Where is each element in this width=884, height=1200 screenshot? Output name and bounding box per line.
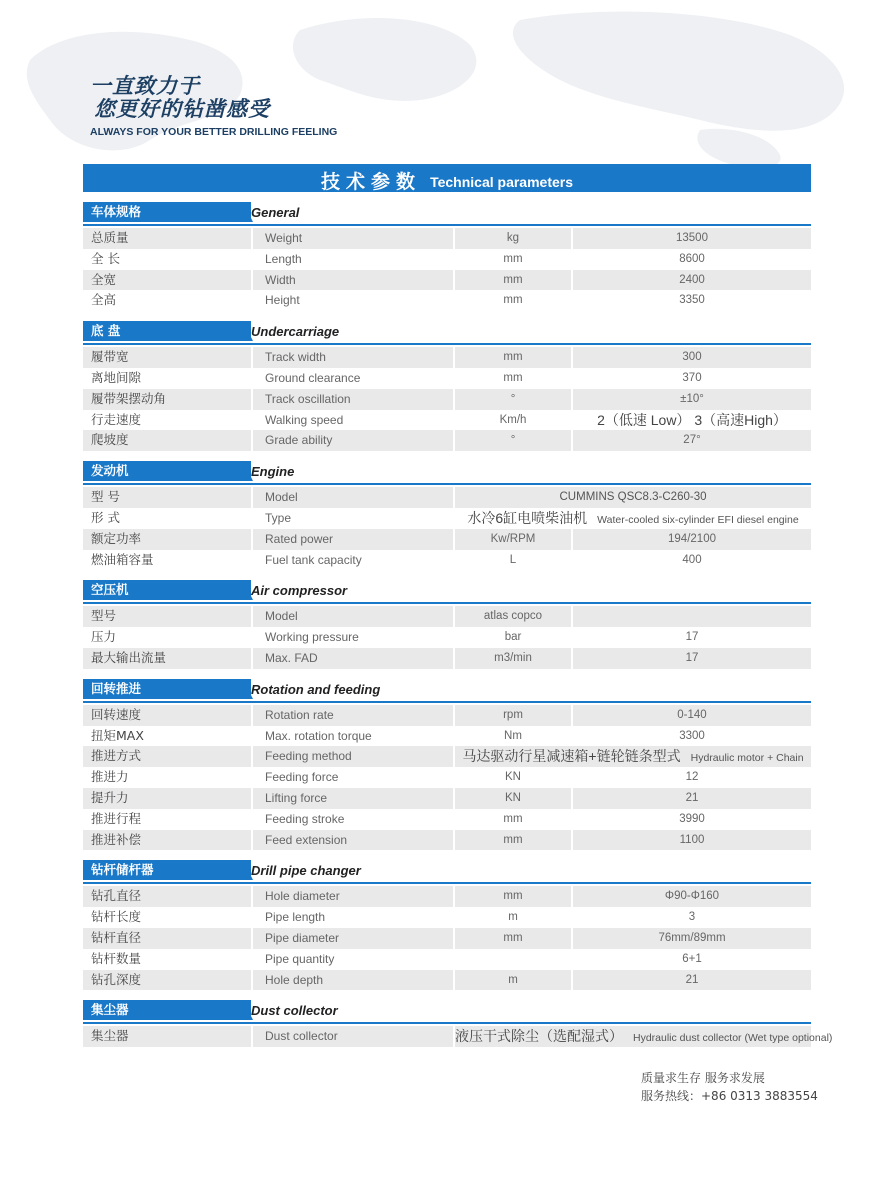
param-name-en: Rated power: [253, 529, 453, 550]
table-row: [83, 746, 811, 767]
param-name-cn: 额定功率: [83, 529, 251, 550]
param-name-en: Rotation rate: [253, 705, 453, 726]
param-value-cn: 液压干式除尘（选配湿式）: [455, 1028, 623, 1045]
param-unit: bar: [455, 627, 571, 648]
slogan: [90, 76, 337, 138]
section-title-en: General: [251, 205, 300, 220]
param-name-en: Model: [253, 487, 453, 508]
table-row: [83, 886, 811, 907]
section-title-cn: 车体规格: [83, 202, 251, 222]
param-name-en: Track oscillation: [253, 389, 453, 410]
table-row: [83, 249, 811, 270]
param-name-en: Width: [253, 270, 453, 291]
section-title-cn: 钻杆储杆器: [83, 860, 251, 880]
param-unit: °: [455, 430, 571, 451]
section-title-en: Engine: [251, 464, 295, 480]
param-name-en: Feeding stroke: [253, 809, 453, 830]
section-title-en: Air compressor: [251, 583, 348, 599]
param-name-en: Track width: [253, 347, 453, 368]
param-unit: rpm: [455, 705, 571, 726]
param-name-cn: 钻孔直径: [83, 886, 251, 907]
table-row: [83, 487, 811, 508]
spec-section: [83, 998, 833, 1047]
param-name-cn: 钻杆长度: [83, 907, 251, 928]
footer: [641, 1069, 818, 1105]
param-unit: m: [455, 907, 571, 928]
param-unit: mm: [455, 347, 571, 368]
param-name-en: Type: [253, 508, 453, 529]
table-row: [83, 529, 811, 550]
param-value: 1100: [573, 830, 811, 851]
param-unit: mm: [455, 368, 571, 389]
section-title-en: Rotation and feeding: [251, 681, 381, 697]
param-name-cn: 总质量: [83, 228, 251, 249]
param-name-en: Model: [253, 606, 453, 627]
param-unit: mm: [455, 290, 571, 311]
param-name-cn: 型 号: [83, 487, 251, 508]
param-name-en: Pipe length: [253, 907, 453, 928]
param-unit: m: [455, 970, 571, 991]
param-name-cn: 型号: [83, 606, 251, 627]
param-value-en: Hydraulic dust collector (Wet type optional): [633, 1032, 833, 1045]
table-row: [83, 809, 811, 830]
param-name-en: Feed extension: [253, 830, 453, 851]
section-title-en: Undercarriage: [251, 324, 340, 340]
title-en: Technical parameters: [430, 174, 574, 190]
spec-table: [83, 200, 833, 1055]
param-name-cn: 行走速度: [83, 410, 251, 431]
param-name-cn: 推进方式: [83, 746, 251, 767]
section-title-cn: 底 盘: [83, 321, 251, 341]
param-unit: Km/h: [455, 410, 571, 431]
section-rows: [83, 347, 811, 451]
section-title-cn: 发动机: [83, 461, 251, 481]
param-value-cn: 水冷6缸电喷柴油机: [467, 509, 588, 526]
table-row: [83, 1026, 833, 1047]
param-value: 3350: [573, 290, 811, 311]
param-value: 17: [573, 627, 811, 648]
param-name-cn: 离地间隙: [83, 368, 251, 389]
param-value: 300: [573, 347, 811, 368]
param-name-en: Walking speed: [253, 410, 453, 431]
section-rows: [83, 228, 811, 311]
param-unit: m3/min: [455, 648, 571, 669]
table-row: [83, 290, 811, 311]
param-unit: mm: [455, 928, 571, 949]
footer-hotline: 服务热线：+86 0313 3883554: [641, 1089, 818, 1103]
section-header: [83, 998, 811, 1024]
param-unit: mm: [455, 830, 571, 851]
param-name-cn: 集尘器: [83, 1026, 251, 1047]
param-name-en: Max. FAD: [253, 648, 453, 669]
param-value: 3: [573, 907, 811, 928]
slogan-en: ALWAYS FOR YOUR BETTER DRILLING FEELING: [90, 126, 338, 138]
param-name-cn: 推进补偿: [83, 830, 251, 851]
section-title-en: Dust collector: [251, 1003, 338, 1019]
param-name-cn: 爬坡度: [83, 430, 251, 451]
param-name-en: Working pressure: [253, 627, 453, 648]
param-value: 12: [573, 767, 811, 788]
param-unit: mm: [455, 270, 571, 291]
table-row: [83, 606, 811, 627]
param-name-cn: 推进行程: [83, 809, 251, 830]
param-value: 0-140: [573, 705, 811, 726]
table-row: [83, 228, 811, 249]
param-unit: [455, 949, 571, 970]
param-name-en: Pipe quantity: [253, 949, 453, 970]
table-row: [83, 347, 811, 368]
param-unit: kg: [455, 228, 571, 249]
param-name-cn: 扭矩MAX: [83, 726, 251, 747]
table-row: [83, 368, 811, 389]
param-value: 2（低速 Low） 3（高速High）: [573, 410, 811, 431]
param-value: Φ90-Φ160: [573, 886, 811, 907]
param-name-cn: 压力: [83, 627, 251, 648]
table-row: [83, 627, 811, 648]
param-name-en: Dust collector: [253, 1026, 453, 1047]
section-header: [83, 319, 811, 345]
param-unit: Kw/RPM: [455, 529, 571, 550]
param-name-en: Lifting force: [253, 788, 453, 809]
table-row: [83, 508, 811, 529]
param-name-en: Weight: [253, 228, 453, 249]
table-row: [83, 550, 811, 571]
spec-section: [83, 578, 811, 668]
section-rows: [83, 705, 811, 851]
section-header: [83, 200, 811, 226]
param-value: 21: [573, 788, 811, 809]
param-name-en: Hole diameter: [253, 886, 453, 907]
table-row: [83, 270, 811, 291]
param-unit: mm: [455, 249, 571, 270]
param-unit: KN: [455, 788, 571, 809]
param-value: 27°: [573, 430, 811, 451]
param-value-merged: [455, 1026, 833, 1047]
section-title-en: Drill pipe changer: [251, 863, 361, 879]
param-name-cn: 钻杆直径: [83, 928, 251, 949]
param-name-en: Ground clearance: [253, 368, 453, 389]
section-rows: [83, 606, 811, 668]
param-value: 370: [573, 368, 811, 389]
param-name-en: Feeding method: [253, 746, 453, 767]
section-header: [83, 459, 811, 485]
param-value: 6+1: [573, 949, 811, 970]
param-name-cn: 全宽: [83, 270, 251, 291]
param-name-cn: 履带架摆动角: [83, 389, 251, 410]
param-name-en: Fuel tank capacity: [253, 550, 453, 571]
table-row: [83, 389, 811, 410]
param-name-en: Length: [253, 249, 453, 270]
section-rows: [83, 1026, 833, 1047]
table-row: [83, 767, 811, 788]
title-cn: 技术参数: [320, 171, 421, 193]
param-value: 194/2100: [573, 529, 811, 550]
param-name-en: Hole depth: [253, 970, 453, 991]
param-unit: mm: [455, 809, 571, 830]
param-value: 13500: [573, 228, 811, 249]
slogan-cn-line2: 您更好的钻凿感受: [94, 97, 270, 121]
table-row: [83, 830, 811, 851]
table-row: [83, 648, 811, 669]
slogan-cn-line1: 一直致力于: [90, 74, 200, 98]
section-title-cn: 集尘器: [83, 1000, 251, 1020]
param-name-cn: 履带宽: [83, 347, 251, 368]
param-value: 8600: [573, 249, 811, 270]
param-unit: KN: [455, 767, 571, 788]
param-name-en: Height: [253, 290, 453, 311]
param-name-cn: 全高: [83, 290, 251, 311]
param-value: 3300: [573, 726, 811, 747]
table-row: [83, 970, 811, 991]
param-name-cn: 钻杆数量: [83, 949, 251, 970]
section-rows: [83, 487, 811, 570]
param-value-cn: 马达驱动行星减速箱+链轮链条型式: [462, 748, 681, 765]
param-value: 3990: [573, 809, 811, 830]
param-name-cn: 推进力: [83, 767, 251, 788]
table-row: [83, 788, 811, 809]
param-name-en: Max. rotation torque: [253, 726, 453, 747]
table-row: [83, 907, 811, 928]
spec-section: [83, 459, 811, 570]
spec-section: [83, 200, 811, 311]
param-value: ±10°: [573, 389, 811, 410]
section-header: [83, 677, 811, 703]
param-unit: L: [455, 550, 571, 571]
param-value: 21: [573, 970, 811, 991]
param-value: 400: [573, 550, 811, 571]
param-value: 17: [573, 648, 811, 669]
param-value: 76mm/89mm: [573, 928, 811, 949]
param-value: [573, 606, 811, 627]
spec-section: [83, 677, 811, 851]
param-value-en: Hydraulic motor + Chain: [690, 752, 804, 765]
section-header: [83, 578, 811, 604]
param-value-merged: CUMMINS QSC8.3-C260-30: [455, 487, 811, 508]
param-name-cn: 回转速度: [83, 705, 251, 726]
spec-section: [83, 858, 811, 990]
param-name-cn: 钻孔深度: [83, 970, 251, 991]
param-name-en: Pipe diameter: [253, 928, 453, 949]
table-row: [83, 705, 811, 726]
table-row: [83, 430, 811, 451]
param-name-cn: 最大输出流量: [83, 648, 251, 669]
table-row: [83, 410, 811, 431]
param-value-en: Water-cooled six-cylinder EFI diesel engine: [597, 513, 799, 526]
footer-slogan: 质量求生存 服务求发展: [641, 1071, 765, 1085]
param-unit: atlas copco: [455, 606, 571, 627]
param-unit: °: [455, 389, 571, 410]
section-rows: [83, 886, 811, 990]
param-name-en: Grade ability: [253, 430, 453, 451]
table-row: [83, 928, 811, 949]
section-header: [83, 858, 811, 884]
param-name-cn: 提升力: [83, 788, 251, 809]
param-name-en: Feeding force: [253, 767, 453, 788]
section-title-cn: 空压机: [83, 580, 251, 600]
section-title-cn: 回转推进: [83, 679, 251, 699]
spec-section: [83, 319, 811, 451]
param-value: 2400: [573, 270, 811, 291]
param-name-cn: 形 式: [83, 508, 251, 529]
param-unit: Nm: [455, 726, 571, 747]
param-name-cn: 燃油箱容量: [83, 550, 251, 571]
param-value-merged: [455, 746, 811, 767]
table-row: [83, 726, 811, 747]
param-unit: mm: [455, 886, 571, 907]
param-value-merged: [455, 508, 811, 529]
title-bar: [83, 164, 811, 192]
param-name-cn: 全 长: [83, 249, 251, 270]
table-row: [83, 949, 811, 970]
